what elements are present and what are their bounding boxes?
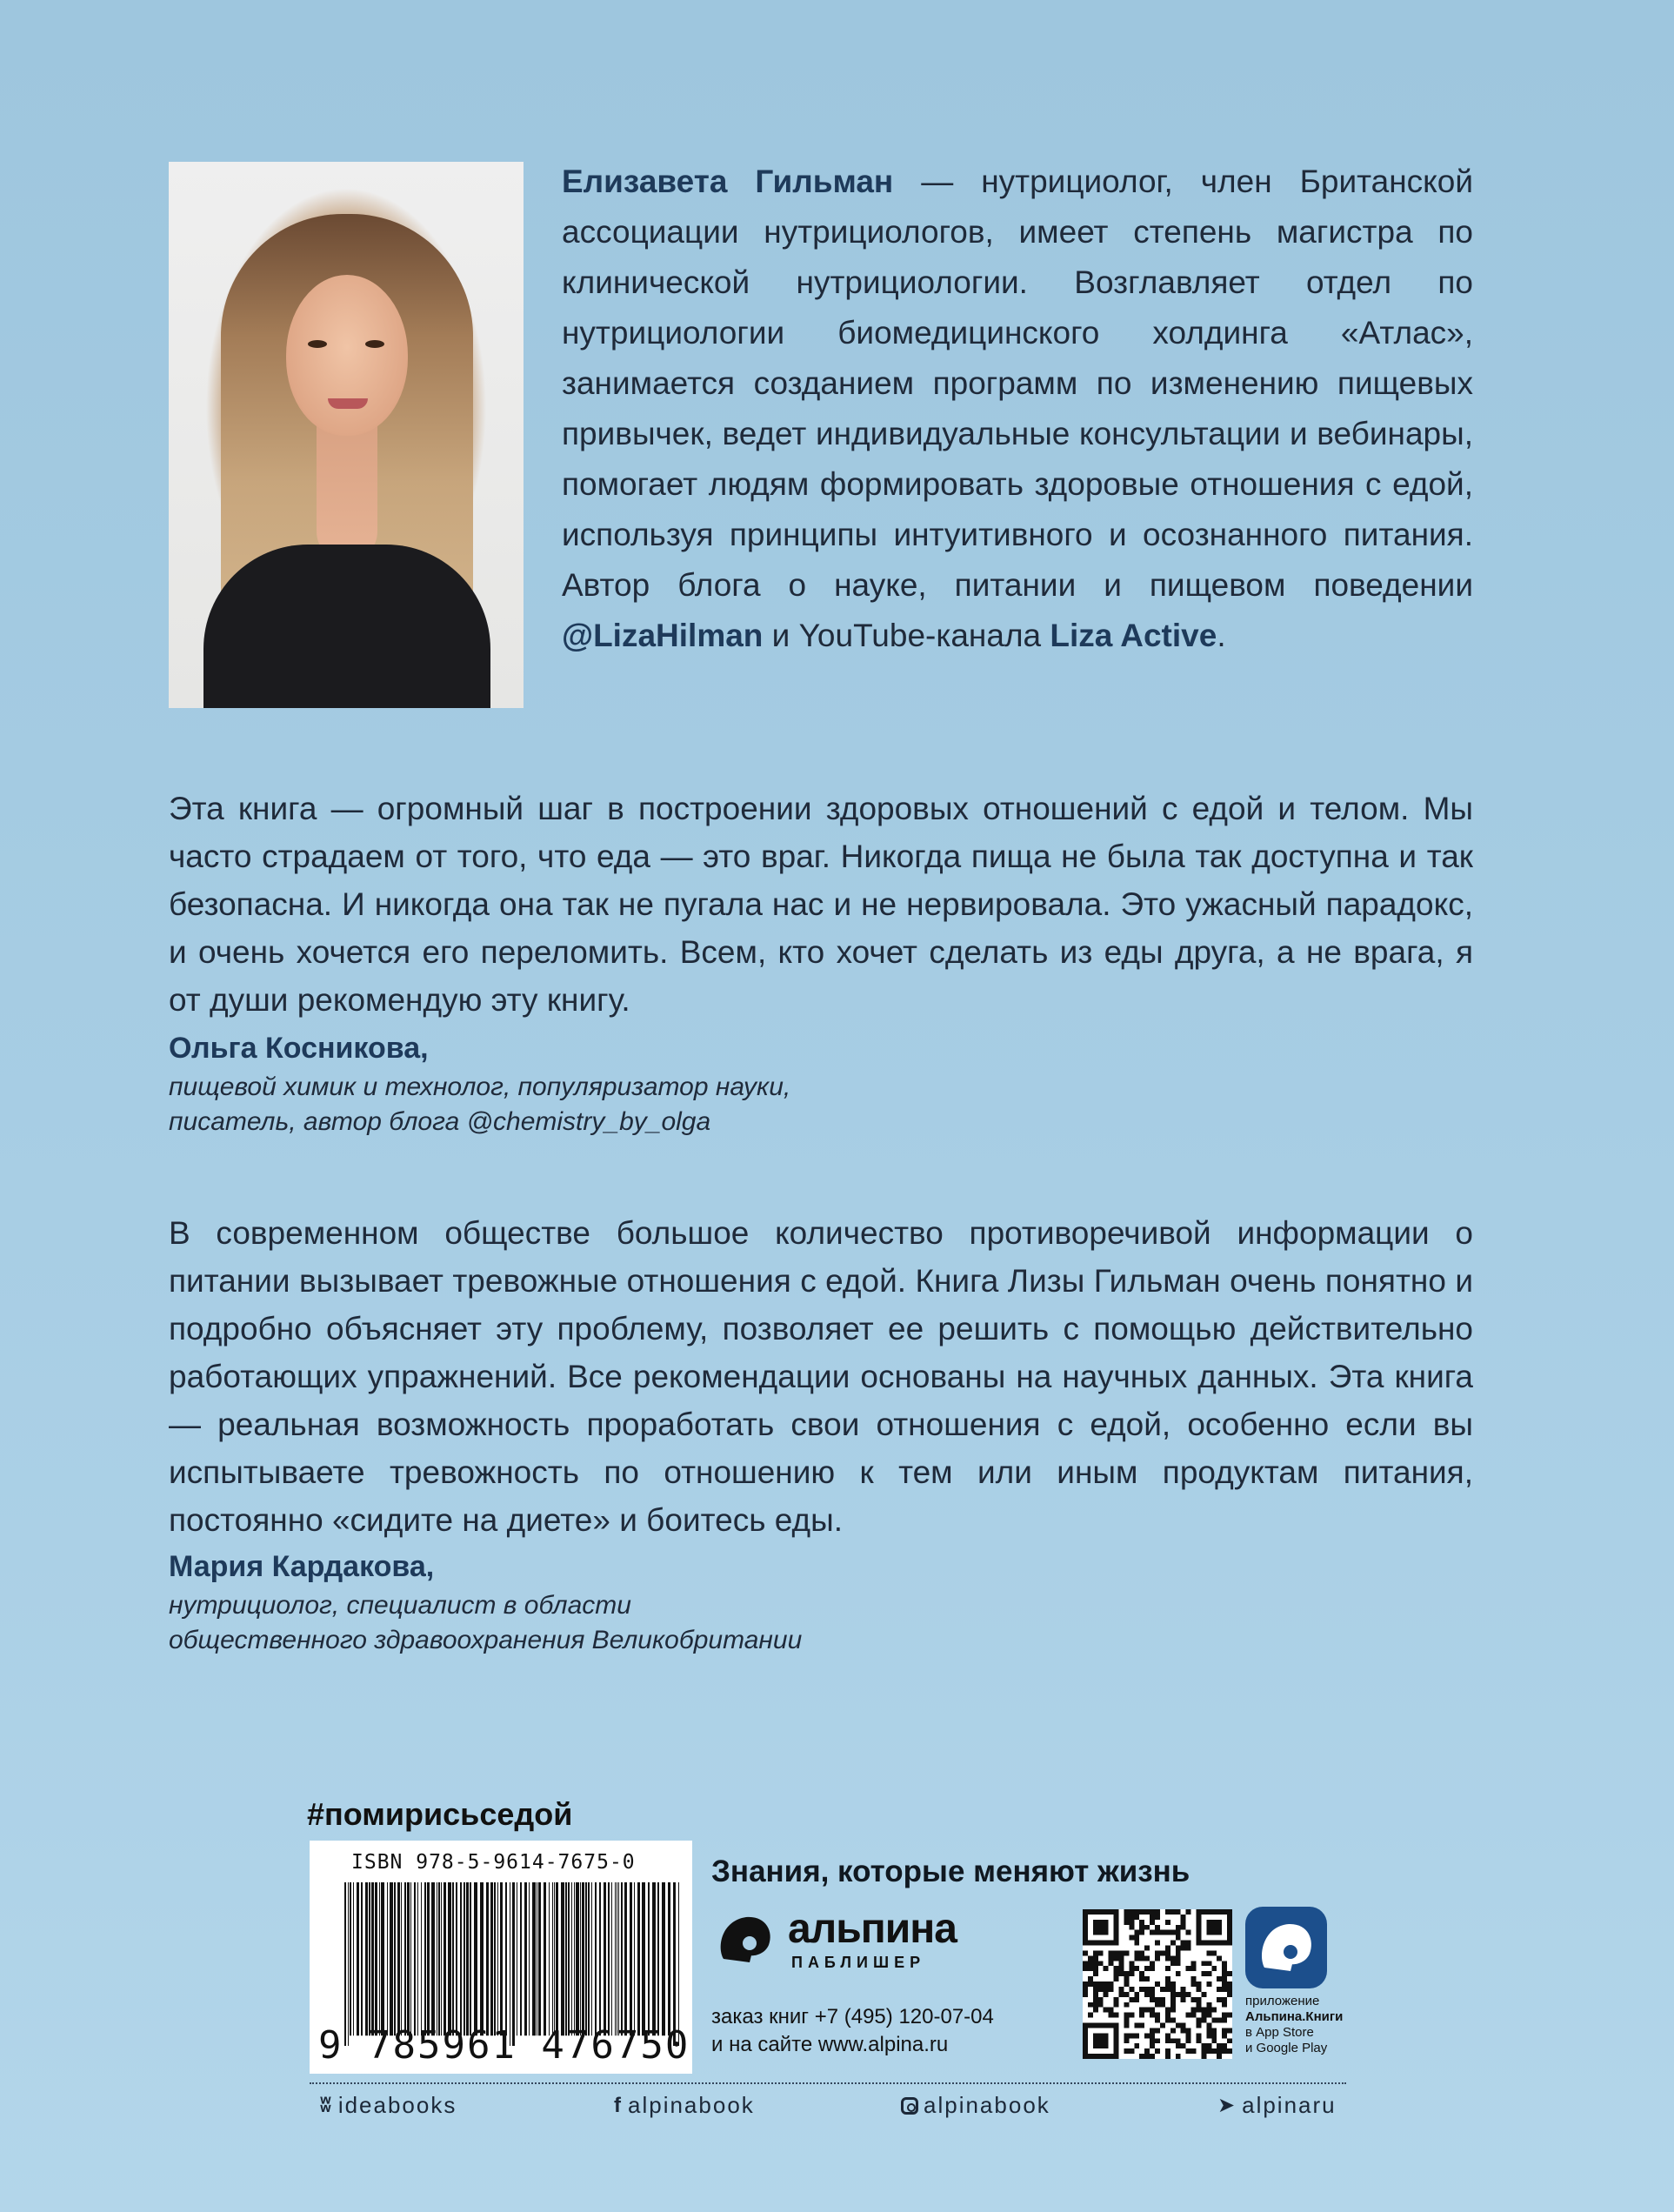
alpina-logo-name: альпина	[788, 1906, 957, 1952]
qr-code	[1083, 1909, 1232, 2059]
review-role-1-line1: пищевой химик и технолог, популяризатор науки,	[169, 1073, 791, 1101]
app-store-note: приложение Альпина.Книги в App Store и Google Play	[1245, 1994, 1344, 2055]
review-role-2-line2: общественного здравоохранения Великобритании	[169, 1626, 803, 1654]
review-role-2-line1: нутрициолог, специалист в области	[169, 1591, 631, 1620]
social-vk[interactable]: ʬ ideabooks	[320, 2092, 457, 2118]
publisher-logo	[711, 1905, 981, 1975]
social-facebook[interactable]: f alpinabook	[614, 2092, 755, 2118]
social-telegram[interactable]: ➤ alpinaru	[1217, 2092, 1337, 2118]
order-phone: заказ книг +7 (495) 120-07-04	[711, 2005, 994, 2028]
author-name: Елизавета Гильман	[562, 164, 894, 199]
hashtag: #помирисьседой	[307, 1796, 573, 1832]
author-photo	[169, 162, 524, 708]
alpina-logo-sub: ПАБЛИШЕР	[791, 1954, 926, 1971]
alpina-app-icon	[1245, 1907, 1327, 1988]
barcode-digits: 9 785961 476750	[318, 2023, 690, 2068]
bio-text-2: и YouTube-канала	[763, 618, 1050, 653]
blog-handle: @LizaHilman	[562, 618, 764, 653]
author-bio: Елизавета Гильман — нутрициолог, член Британской ассоциации нутрициологов, имеет степень магистра по клинической нутрициологии. Возглавляет отдел по нутрициологии биомедицинского холдинга «Атлас», занимается созданием программ по изменению пищевых привычек, ведет индивидуальные консультации и вебинары, помогает людям формировать здоровые отношения с едой, используя принципы интуитивного и осознанного питания. Автор блога о науке, питании и пищевом поведении @LizaHilman и YouTube-канала Liza Active.	[562, 164, 1473, 653]
social-instagram[interactable]: alpinabook	[901, 2092, 1050, 2119]
footer-divider	[310, 2082, 1346, 2084]
youtube-channel: Liza Active	[1050, 618, 1217, 653]
publisher-slogan: Знания, которые меняют жизнь	[711, 1854, 1190, 1888]
review-author-2: Мария Кардакова,	[169, 1550, 435, 1583]
review-quote-1: Эта книга — огромный шаг в построении здоровых отношений с едой и телом. Мы часто страдаем от того, что еда — это враг. Никогда пища не была так доступна и так безопасна. И никогда она так не пугала нас и не нервировала. Это ужасный парадокс, и очень хочется его переломить. Всем, кто хочет сделать из еды друга, а не врага, я от души рекомендую эту книгу.	[169, 791, 1473, 1018]
isbn-label: ISBN 978-5-9614-7675-0	[351, 1851, 636, 1874]
review-author-1: Ольга Косникова,	[169, 1032, 429, 1065]
vk-icon: ʬ	[320, 2093, 333, 2117]
barcode-bars	[344, 1882, 679, 2046]
alpina-logo-icon	[711, 1905, 781, 1975]
review-quote-2: В современном обществе большое количество противоречивой информации о питании вызывает тревожные отношения с едой. Книга Лизы Гильман очень понятно и подробно объясняет эту проблему, позволяет ее решить с помощью действительно работающих упражнений. Все рекомендации основаны на научных данных. Эта книга — реальная возможность проработать свои отношения с едой, особенно если вы испытываете тревожность по отношению к тем или иным продуктам питания, постоянно «сидите на диете» и боитесь еды.	[169, 1215, 1473, 1538]
order-website: и на сайте www.alpina.ru	[711, 2033, 949, 2056]
app-icon	[1245, 1907, 1327, 1988]
facebook-icon: f	[614, 2093, 623, 2117]
review-role-1-line2: писатель, автор блога @chemistry_by_olga	[169, 1107, 711, 1136]
bio-text: — нутрициолог, член Британской ассоциации нутрициологов, имеет степень магистра по клинической нутрициологии. Возглавляет отдел по нутрициологии биомедицинского холдинга «Атлас», занимается созданием программ по изменению пищевых привычек, ведет индивидуальные консультации и вебинары, помогает людям формировать здоровые отношения с едой, используя принципы интуитивного и осознанного питания. Автор блога о науке, питании и пищевом поведении	[562, 164, 1473, 603]
telegram-icon: ➤	[1217, 2094, 1237, 2117]
isbn-barcode	[310, 1841, 692, 2074]
instagram-icon	[901, 2097, 918, 2115]
